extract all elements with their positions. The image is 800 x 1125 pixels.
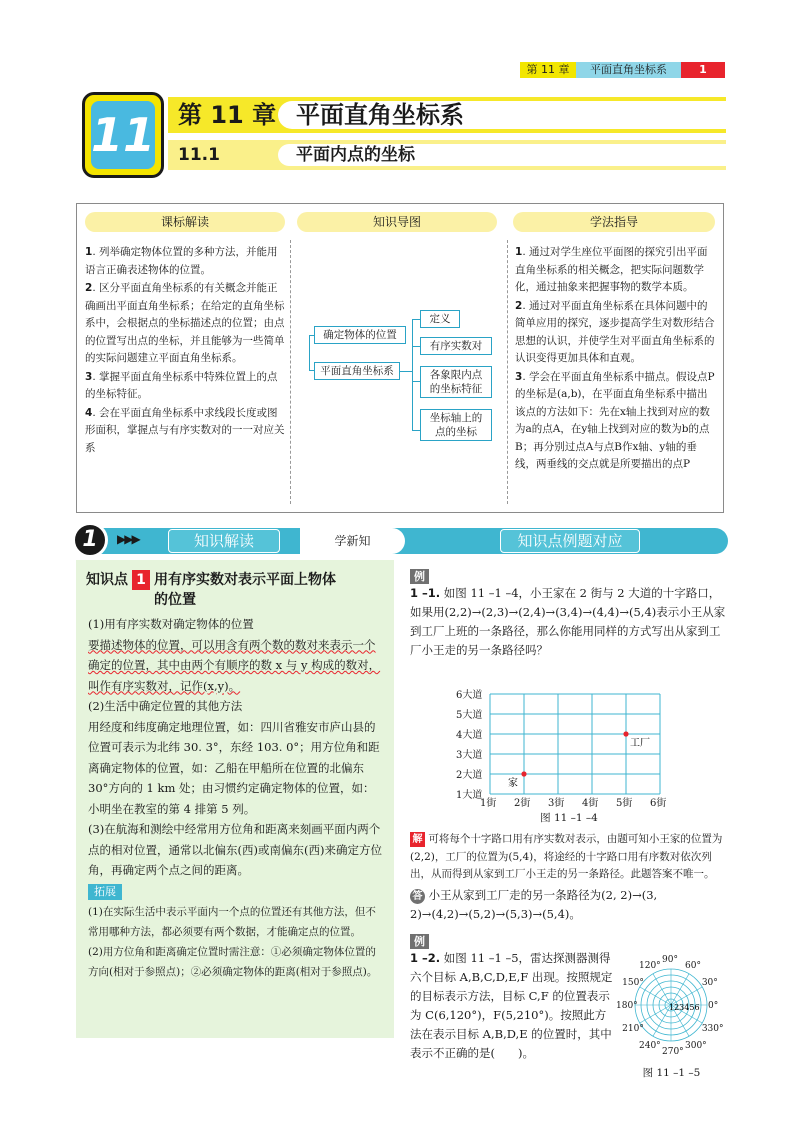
curriculum-list <box>85 244 285 458</box>
section-label-examples: 知识点例题对应 <box>500 529 640 553</box>
solution: 解 可将每个十字路口用有序实数对表示，由题可知小王家的位置为(2,2)，工厂的位置为(5,4)，将途经的十字路口用有序数对依次列出，从而得到从家到工厂小王走的另一条路径。此题答案不唯一。 <box>410 833 723 880</box>
street-label: 3街 <box>548 798 565 809</box>
home-label: 家 <box>508 778 518 789</box>
radar-figure <box>615 949 728 1061</box>
paragraph-text: 用经度和纬度确定地理位置，如：四川省雅安市庐山县的位置可表示为北纬 30. 3°，东经 103. 0°；用方位角和距离确定物体的位置，如：乙船在甲船所在位置的北偏东 30°方向的 1 km 处；由习惯约定确定物体的位置，如：小明坐在教室的第 4 排第 5 列。 <box>88 719 380 816</box>
section-label-knowledge: 知识解读 <box>168 529 280 553</box>
figure-caption: 图 11 –1 –4 <box>540 812 598 824</box>
factory-point <box>623 731 628 736</box>
radar-angle-label: 0° <box>708 1000 719 1011</box>
list-item: 4. 会在平面直角坐标系中求线段长度或图形面积，掌握点与有序实数对的一一对应关系 <box>85 406 285 454</box>
figure-caption: 图 11 –1 –5 <box>642 1066 701 1079</box>
radar-angle-label: 90° <box>662 954 678 965</box>
radar-angle-label: 120° <box>639 960 661 971</box>
avenue-label: 1大道 <box>456 790 483 801</box>
col-heading-study-guide: 学法指导 <box>513 212 715 232</box>
street-label: 1街 <box>480 798 497 809</box>
radar-spoke <box>640 1005 671 1023</box>
extension-text: (2)用方位角和距离确定位置时需注意：①必须确定物体位置的方向(相对于参照点)；②必须确定物体的距离(相对于参照点)。 <box>88 945 378 978</box>
radar-spoke <box>640 987 671 1005</box>
col-heading-curriculum: 课标解读 <box>85 212 285 232</box>
street-label: 4街 <box>582 798 599 809</box>
col-heading-knowledge-map: 知识导图 <box>297 212 497 232</box>
chapter-number: 11 <box>91 101 155 169</box>
radar-angle-label: 150° <box>622 977 644 988</box>
avenue-label: 2大道 <box>456 770 483 781</box>
home-point <box>521 771 526 776</box>
chapter-title: 平面直角坐标系 <box>296 101 464 129</box>
radar-angle-label: 180° <box>616 1000 638 1011</box>
section-title: 平面内点的坐标 <box>296 145 415 165</box>
list-item: 2. 区分平面直角坐标系的有关概念并能正确画出平面直角坐标系；在给定的直角坐标系中，会根据点的坐标描述点的位置；由点的位置写出点的坐标，并且能够为一些简单的实际问题建立平面直角坐标系。 <box>85 282 285 364</box>
radar-angle-label: 330° <box>701 1023 724 1034</box>
map-branch-ordered-pair: 有序实数对 <box>420 337 492 355</box>
map-branch-definition: 定义 <box>420 310 460 328</box>
knowledge-point-body <box>88 614 386 982</box>
example-1-text: 1 –1. 如图 11 –1 –4，小王家在 2 街与 2 大道的十字路口，如果用(2,2)→(2,3)→(2,4)→(3,4)→(4,4)→(5,4)表示小王从家到工厂上班的一条路径，那么你能用同样的方式写出从家到工厂小王走的另一条路径吗？ <box>410 586 726 657</box>
list-item: 2. 通过对平面直角坐标系在具体问题中的简单应用的探究，逐步提高学生对数形结合思想的认识，并使学生对平面直角坐标系的认识变得更加具体和直观。 <box>515 299 715 364</box>
avenue-label: 5大道 <box>456 710 483 721</box>
factory-label: 工厂 <box>630 738 650 749</box>
map-root-top: 确定物体的位置 <box>314 326 406 344</box>
extension-text: (1)在实际生活中表示平面内一个点的位置还有其他方法，但不常用哪种方法，都必须要有两个数据，才能确定点的位置。 <box>88 905 376 938</box>
paragraph-heading: (1)用有序实数对确定物体的位置 <box>88 617 254 631</box>
radar-spoke <box>671 973 689 1004</box>
answer: 答 小王从家到工厂走的另一条路径为(2, 2)→(3, 2)→(4,2)→(5,2)→(5,3)→(5,4)。 <box>410 887 658 921</box>
arrows-icon: ▶▶▶ <box>117 532 139 546</box>
example-tag: 例 <box>410 934 429 949</box>
overview-box <box>76 203 724 513</box>
chapter-badge <box>82 92 164 178</box>
street-grid-figure <box>410 662 728 812</box>
map-branch-quadrant: 各象限内点的坐标特征 <box>420 366 492 398</box>
avenue-label: 6大道 <box>456 690 483 701</box>
definition-text: 要描述物体的位置，可以用含有两个数的数对来表示一个确定的位置，其中由两个有顺序的数 x 与 y 构成的数对，叫作有序实数对，记作(x,y)。 <box>88 637 381 693</box>
radar-angle-label: 210° <box>622 1023 644 1034</box>
study-guide-list <box>515 244 715 475</box>
page-number: 1 <box>681 62 725 78</box>
radar-spoke <box>653 973 671 1004</box>
map-root-main: 平面直角坐标系 <box>314 362 400 380</box>
radar-angle-label: 60° <box>685 960 701 971</box>
chapter-label: 第 11 章 <box>178 101 277 129</box>
chapter-title-band <box>168 97 726 133</box>
list-item: 1. 列举确定物体位置的多种方法，并能用语言正确表述物体的位置。 <box>85 246 278 276</box>
extension-tag: 拓展 <box>88 884 122 900</box>
section-label-new: 学新知 <box>300 528 405 554</box>
avenue-label: 3大道 <box>456 750 483 761</box>
running-header <box>520 62 725 78</box>
map-branch-axis: 坐标轴上的点的坐标 <box>420 409 492 441</box>
running-header-title: 平面直角坐标系 <box>576 62 681 78</box>
radar-angle-label: 300° <box>685 1040 707 1051</box>
knowledge-point-panel <box>76 560 394 1038</box>
example-tag: 例 <box>410 569 429 584</box>
list-item: 3. 掌握平面直角坐标系中特殊位置上的点的坐标特征。 <box>85 370 278 400</box>
paragraph-text: (3)在航海和测绘中经常用方位角和距离来刻画平面内两个点的相对位置，通常以北偏东(西)或南偏东(西)来确定方位角，再确定两个点之间的距离。 <box>88 822 382 877</box>
street-label: 2街 <box>514 798 531 809</box>
radar-angle-label: 240° <box>639 1040 661 1051</box>
knowledge-point-title: 知识点 1 用有序实数对表示平面上物体的位置 <box>86 572 336 608</box>
section-number-circle: 1 <box>72 522 108 558</box>
street-label: 6街 <box>650 798 667 809</box>
section-title-band <box>168 140 726 170</box>
radar-angle-label: 30° <box>701 977 718 988</box>
example-2 <box>410 930 728 1080</box>
section-number: 11.1 <box>178 145 220 165</box>
list-item: 1. 通过对学生座位平面图的探究引出平面直角坐标系的相关概念，把实际问题数学化，通过抽象来把握事物的数学本质。 <box>515 246 708 293</box>
list-item: 3. 学会在平面直角坐标系中描点。假设点P的坐标是(a,b)，在平面直角坐标系中描出该点的方法如下：先在x轴上找到对应的数为a的点A，在y轴上找到对应的数为b的点B；再分别过点A与点B作x轴、y轴的垂线，两垂线的交点就是所要描出的点P <box>515 370 715 470</box>
example-2-text: 1 –2. 如图 11 –1 –5，雷达探测器测得六个目标 A,B,C,D,E,F 出现。按照规定的目标表示方法，目标 C,F 的位置表示为 C(6,120°)，F(5,210°)。按照此方法在表示目标 A,B,D,E 的位置时，其中表示不正确的是( )。 <box>410 950 613 1060</box>
paragraph-heading: (2)生活中确定位置的其他方法 <box>88 699 243 713</box>
street-label: 5街 <box>616 798 633 809</box>
running-header-chapter: 第 11 章 <box>520 62 576 78</box>
examples-panel <box>410 565 728 1080</box>
radar-angle-label: 270° <box>662 1046 684 1057</box>
ring-labels: 123456 <box>669 1002 700 1012</box>
avenue-label: 4大道 <box>456 730 483 741</box>
